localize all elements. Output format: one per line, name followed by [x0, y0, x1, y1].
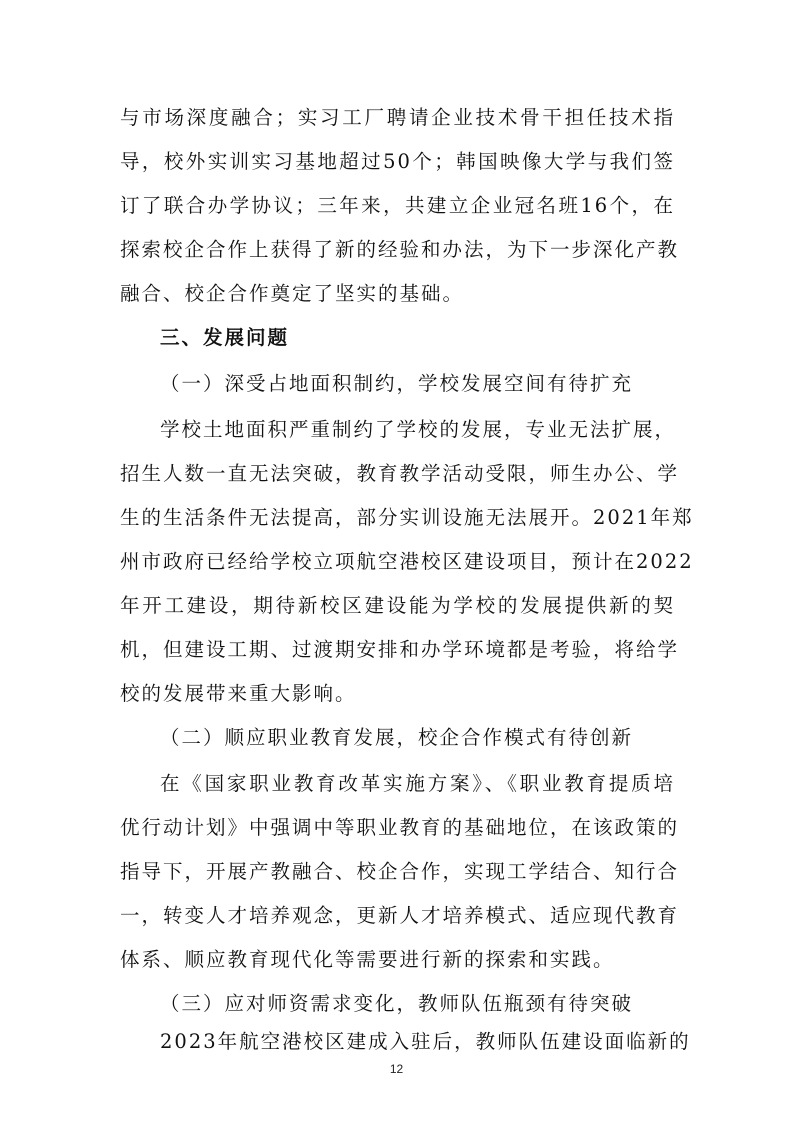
paragraph-line: 校的发展带来重大影响。: [120, 682, 357, 705]
page-number: 12: [389, 1062, 404, 1076]
paragraph-line: 导，校外实训实习基地超过50个；韩国映像大学与我们签: [120, 150, 675, 173]
paragraph-line: 订了联合办学协议；三年来，共建立企业冠名班16个，在: [120, 194, 675, 217]
section-heading: 三、发展问题: [160, 326, 290, 349]
paragraph-line: 州市政府已经给学校立项航空港校区建设项目，预计在2022: [120, 550, 694, 573]
paragraph-line: 生的生活条件无法提高，部分实训设施无法展开。2021年郑: [120, 506, 694, 529]
subsection-title: （三）应对师资需求变化，教师队伍瓶颈有待突破: [160, 992, 634, 1015]
subsection-title: （二）顺应职业教育发展，校企合作模式有待创新: [160, 726, 634, 749]
paragraph-line: 学校土地面积严重制约了学校的发展，专业无法扩展，: [160, 418, 677, 441]
paragraph-line: 融合、校企合作奠定了坚实的基础。: [120, 282, 465, 305]
paragraph-line: 在《国家职业教育改革实施方案》、《职业教育提质培: [160, 772, 675, 795]
paragraph-line: 与市场深度融合；实习工厂聘请企业技术骨干担任技术指: [120, 106, 675, 129]
paragraph-line: 2023年航空港校区建成入驻后，教师队伍建设面临新的: [160, 1030, 691, 1053]
paragraph-line: 指导下，开展产教融合、校企合作，实现工学结合、知行合: [120, 860, 680, 883]
paragraph-line: 探索校企合作上获得了新的经验和办法，为下一步深化产教: [120, 238, 680, 261]
paragraph-line: 一，转变人才培养观念，更新人才培养模式、适应现代教育: [120, 904, 680, 927]
paragraph-line: 优行动计划》中强调中等职业教育的基础地位，在该政策的: [120, 816, 680, 839]
subsection-title: （一）深受占地面积制约，学校发展空间有待扩充: [160, 372, 634, 395]
paragraph-line: 招生人数一直无法突破，教育教学活动受限，师生办公、学: [120, 462, 680, 485]
paragraph-line: 体系、顺应教育现代化等需要进行新的探索和实践。: [120, 948, 615, 971]
paragraph-line: 年开工建设，期待新校区建设能为学校的发展提供新的契: [120, 594, 675, 617]
paragraph-line: 机，但建设工期、过渡期安排和办学环境都是考验，将给学: [120, 638, 680, 661]
